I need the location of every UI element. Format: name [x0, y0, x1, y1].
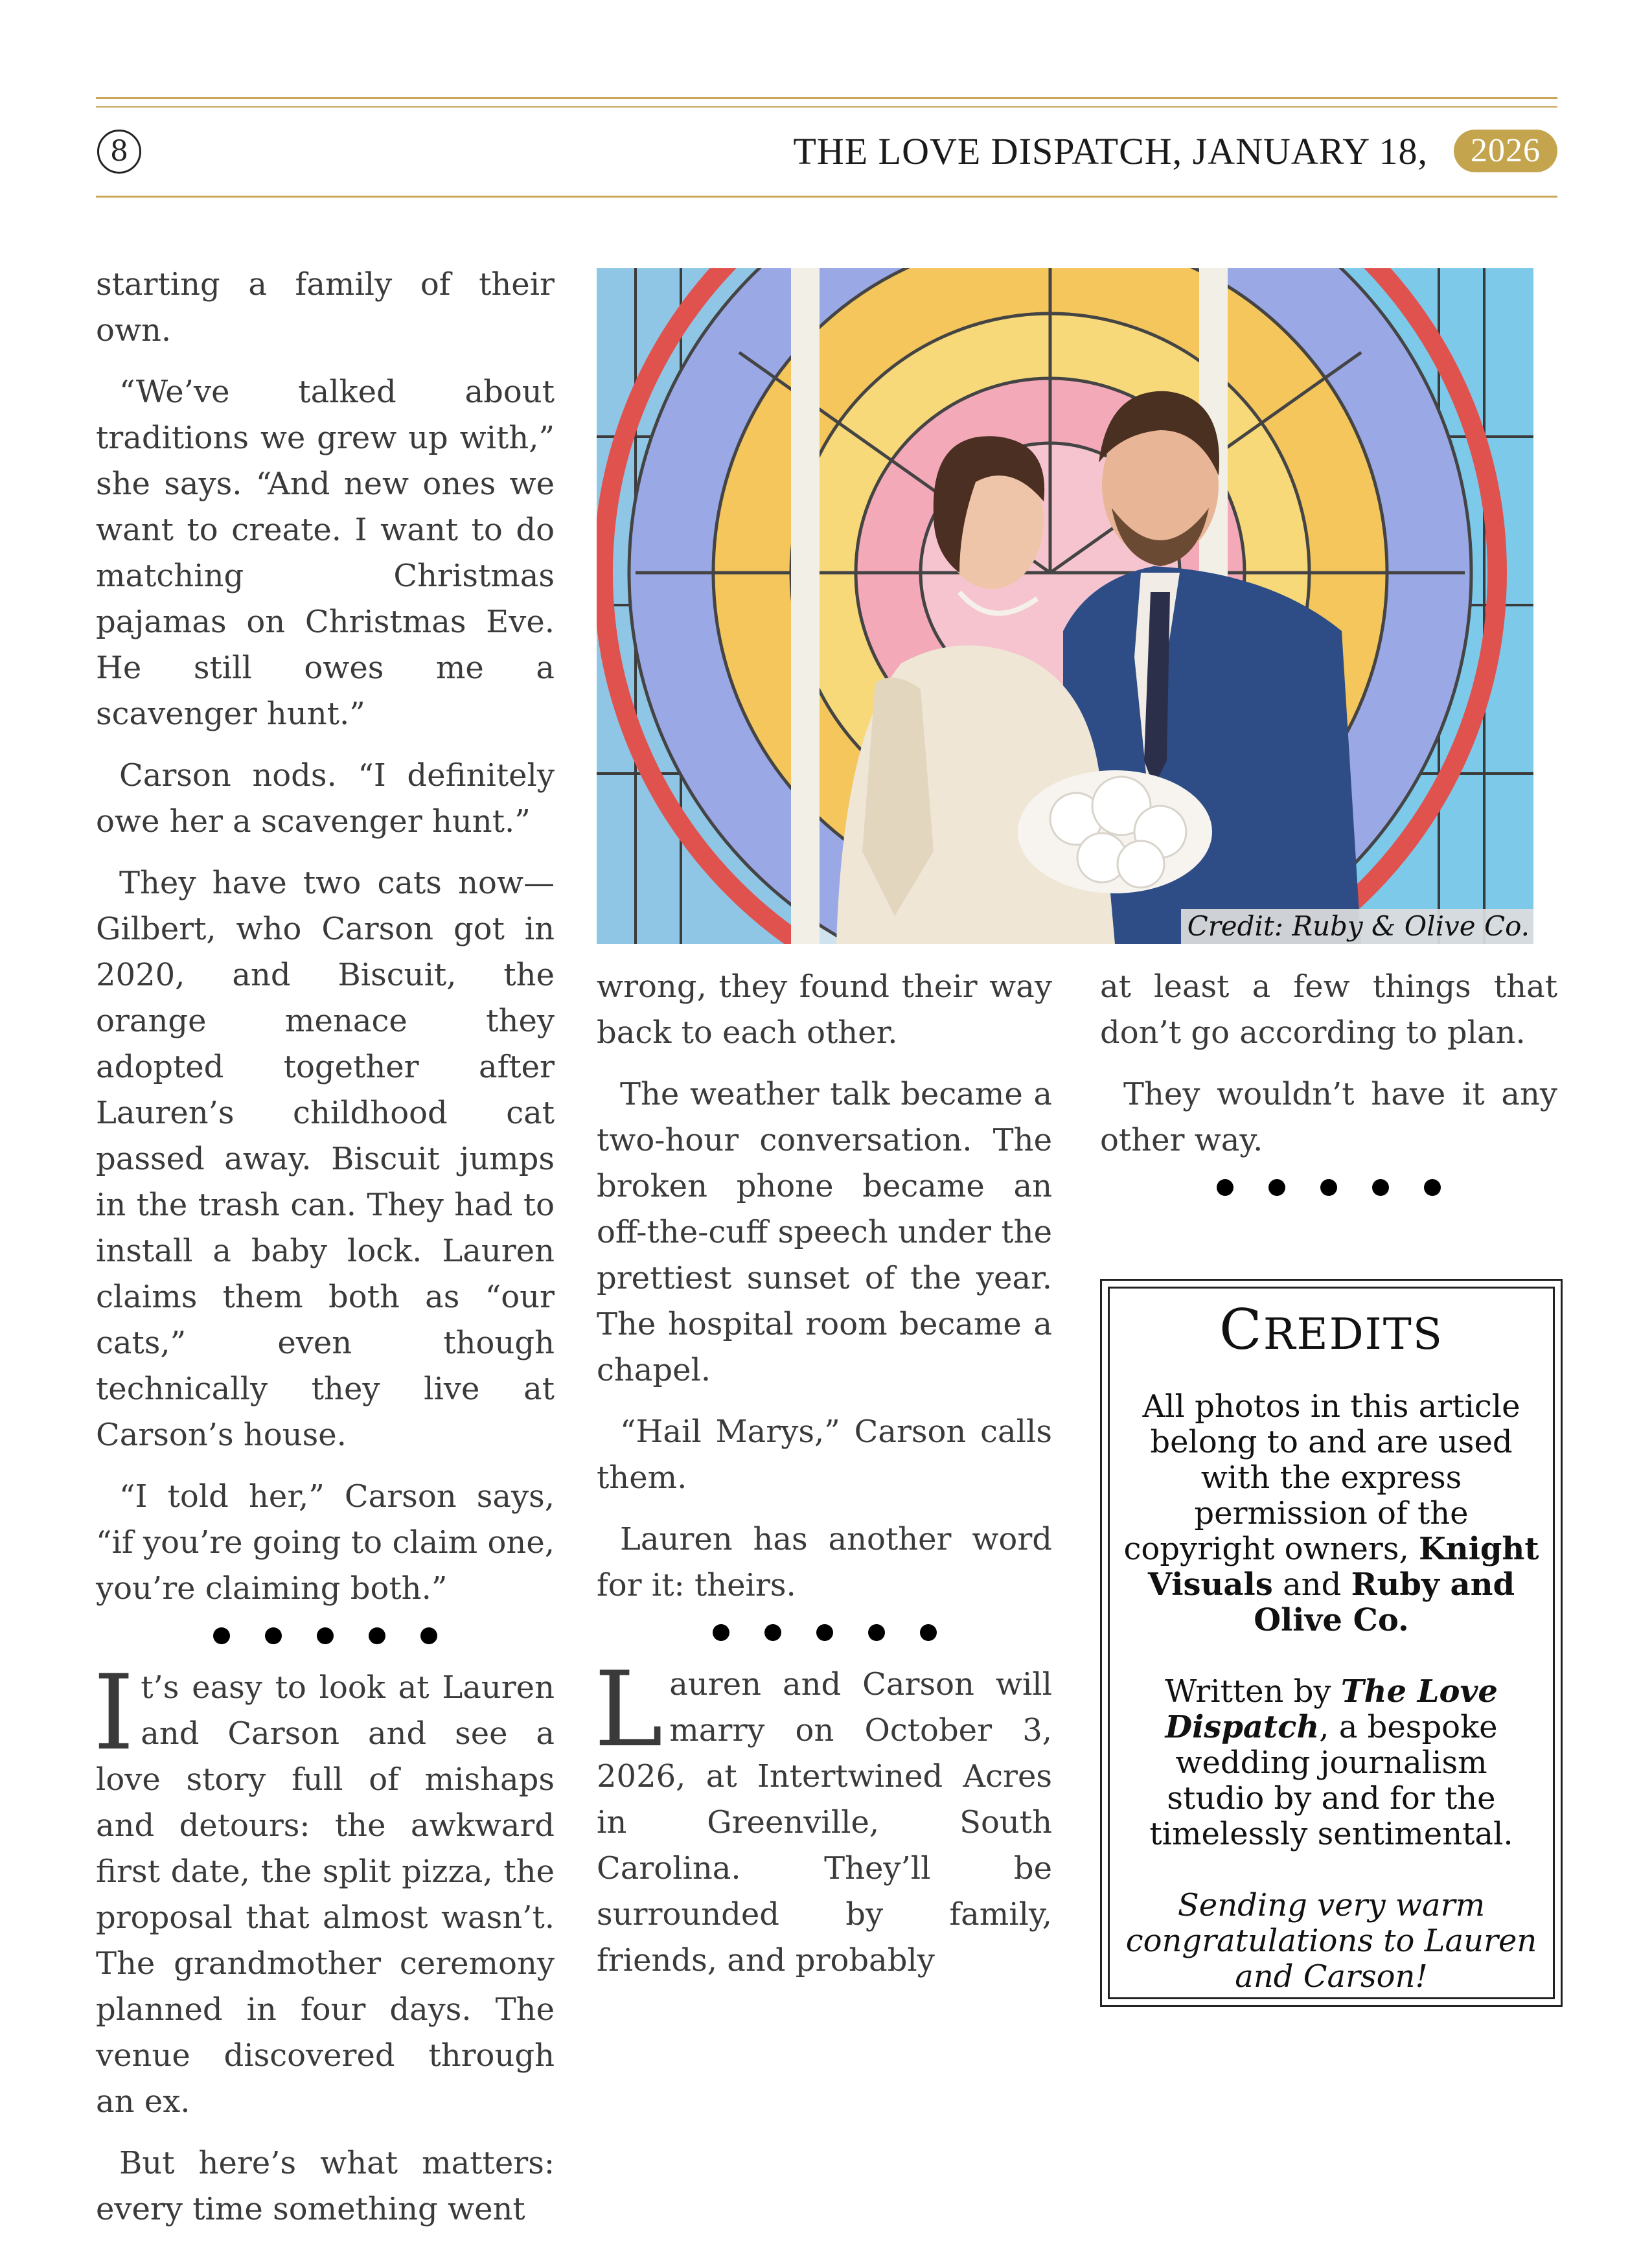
divider-dot: [265, 1627, 282, 1644]
credits-title-rest: REDITS: [1263, 1309, 1443, 1359]
paragraph: wrong, they found their way back to each other.: [597, 969, 1052, 1051]
paragraph: at least a few things that don’t go according to plan.: [1100, 969, 1557, 1051]
credits-box: [1100, 1279, 1563, 2007]
owner-ruby-olive: Ruby and Olive Co.: [1254, 1566, 1515, 1638]
written-by-label: Written by: [1165, 1673, 1331, 1710]
divider-dot: [1424, 1179, 1441, 1196]
paragraph: But here’s what matters: every time something went: [96, 2145, 555, 2227]
section-divider-dots: [597, 1624, 1052, 1641]
divider-dot: [317, 1627, 334, 1644]
year-badge: 2026: [1454, 130, 1557, 172]
credits-box-inner: [1108, 1287, 1555, 1999]
article-column-1: [93, 262, 555, 2248]
paragraph: “I told her,” Carson says, “if you’re going to claim one, you’re claiming both.”: [96, 1478, 555, 1607]
paragraph-text: t’s easy to look at Lauren and Carson and see a love story full of mishaps and detours: the awkward first date, the split pizza, the proposal that almost wasn’t. The grandmother ceremony planned in four days. The venue discovered through an ex.: [96, 1669, 555, 2120]
credits-closing: Sending very warm congratulations to Lauren and Carson!: [1125, 1887, 1537, 1995]
divider-dot: [1268, 1179, 1285, 1196]
publication-name: The Love Dispatch: [1165, 1673, 1498, 1745]
permission-line: All photos in this article belong to and are used with the express permission of the copyright owners,: [1123, 1388, 1520, 1567]
conjunction: and: [1283, 1566, 1342, 1603]
credits-title-initial: C: [1219, 1298, 1263, 1362]
divider-dot: [816, 1624, 833, 1641]
section-divider-dots: [96, 1627, 555, 1644]
page-number: 8: [97, 130, 141, 174]
divider-dot: [420, 1627, 437, 1644]
section-divider-dots: [1100, 1179, 1557, 1196]
stained-glass-couple-illustration: [597, 268, 1533, 944]
publication-dateline: [793, 127, 1557, 175]
photo-credit: Credit: Ruby & Olive Co.: [1181, 909, 1533, 944]
divider-dot: [213, 1627, 230, 1644]
owner-knight-visuals: Knight Visuals: [1147, 1531, 1539, 1603]
paragraph: They wouldn’t have it any other way.: [1100, 1076, 1557, 1158]
credits-title: [1110, 1298, 1553, 1367]
divider-dot: [868, 1624, 885, 1641]
paragraph: starting a family of their own.: [96, 266, 555, 349]
paragraph: Carson nods. “I definitely owe her a scavenger hunt.”: [96, 757, 555, 840]
paragraph: The weather talk became a two-hour conversation. The broken phone became an off-the-cuff speech under the prettiest sunset of the year. The hospital room became a chapel.: [597, 1076, 1052, 1388]
header-rule-top-inner: [96, 106, 1557, 108]
divider-dot: [1217, 1179, 1233, 1196]
drop-cap-letter: I: [93, 1652, 135, 1773]
divider-dot: [369, 1627, 385, 1644]
credits-permission-text: [1123, 1389, 1540, 1638]
dateline-text: THE LOVE DISPATCH, JANUARY 18,: [793, 130, 1428, 172]
article-column-2: [594, 964, 1052, 1999]
drop-cap-paragraph: [93, 1652, 555, 2125]
drop-cap-paragraph: [594, 1649, 1052, 1984]
divider-dot: [713, 1624, 729, 1641]
header-rule-top: [96, 97, 1557, 99]
paragraph: Lauren has another word for it: theirs.: [597, 1521, 1052, 1603]
divider-dot: [764, 1624, 781, 1641]
article-column-3: [1100, 964, 1557, 1217]
drop-cap-letter: L: [594, 1649, 663, 1770]
paragraph: “Hail Marys,” Carson calls them.: [597, 1414, 1052, 1496]
divider-dot: [1372, 1179, 1389, 1196]
wedding-photo: [597, 268, 1533, 944]
divider-dot: [1320, 1179, 1337, 1196]
header-rule-bottom: [96, 196, 1557, 198]
written-by-rest: , a bespoke wedding journalism studio by and for the timelessly sentimental.: [1149, 1709, 1513, 1852]
paragraph: “We’ve talked about traditions we grew up with,” she says. “And new ones we want to create. I want to do matching Christmas pajamas on Christmas Eve. He still owes me a scavenger hunt.”: [96, 374, 555, 732]
paragraph-text: auren and Carson will marry on October 3, 2026, at Intertwined Acres in Greenville, South Carolina. They’ll be surrounded by family, friends, and probably: [597, 1666, 1052, 1978]
page-header: [96, 127, 1557, 178]
divider-dot: [920, 1624, 937, 1641]
credits-written-by: [1123, 1674, 1540, 1852]
paragraph: They have two cats now—Gilbert, who Carson got in 2020, and Biscuit, the orange menace they adopted together after Lauren’s childhood cat passed away. Biscuit jumps in the trash can. They had to install a baby lock. Lauren claims them both as “our cats,” even though technically they live at Carson’s house.: [96, 865, 555, 1453]
